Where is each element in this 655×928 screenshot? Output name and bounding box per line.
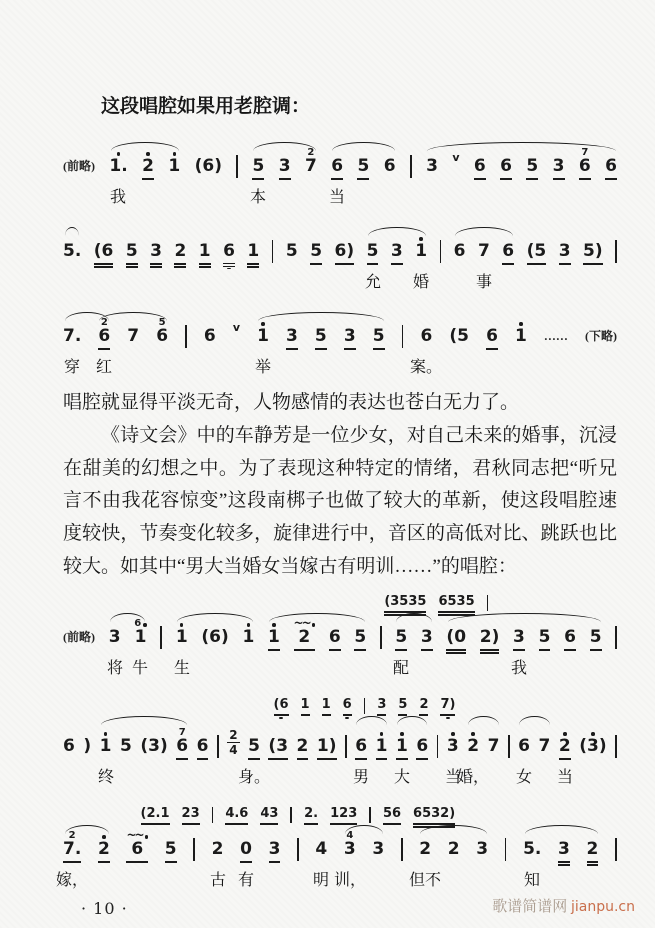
lyric-syllable: 举 bbox=[254, 359, 272, 377]
slur-arc bbox=[99, 312, 167, 321]
note: 1 bbox=[268, 615, 280, 656]
note: 1. bbox=[109, 144, 127, 185]
note: 6 bbox=[564, 615, 576, 656]
barline bbox=[272, 227, 274, 270]
note: (3) bbox=[140, 736, 168, 757]
barline bbox=[364, 690, 366, 720]
note: 1 bbox=[242, 615, 254, 656]
slur-arc bbox=[468, 716, 499, 725]
lyrics-row bbox=[55, 871, 617, 890]
music-system bbox=[63, 585, 617, 678]
note: 1 bbox=[376, 724, 388, 765]
octave-dot-above bbox=[563, 732, 567, 736]
lyric-syllable: 牛 bbox=[131, 660, 149, 678]
note: 6 bbox=[474, 144, 486, 185]
note: 2 bbox=[297, 724, 309, 765]
slur-arc bbox=[111, 142, 179, 151]
lyric-syllable: 婚， bbox=[456, 769, 490, 787]
note: 6532) bbox=[413, 799, 455, 829]
note: 5 bbox=[285, 241, 298, 262]
note: 7 6 bbox=[579, 144, 591, 185]
lyric-syllable: 我 bbox=[109, 189, 127, 207]
barline bbox=[290, 799, 292, 829]
grace-note: 2 bbox=[307, 147, 315, 159]
grace-note: 5 bbox=[158, 317, 166, 329]
note: (0 bbox=[446, 615, 466, 656]
lyric-syllable: 但不 bbox=[408, 872, 442, 890]
notation-row bbox=[63, 312, 617, 355]
octave-dot-below bbox=[446, 717, 450, 720]
note: 3 bbox=[476, 839, 489, 860]
grace-note: 2 bbox=[68, 830, 76, 842]
note: ~~ 6 bbox=[126, 827, 148, 868]
small-notes-overlay bbox=[274, 690, 456, 720]
octave-dot-above bbox=[471, 732, 475, 736]
note: 1 bbox=[257, 314, 269, 355]
watermark-site-name: 歌谱简谱网 bbox=[492, 899, 568, 915]
lyric-syllable: 男 bbox=[352, 769, 370, 787]
octave-dot-above bbox=[117, 152, 121, 156]
barline bbox=[508, 722, 510, 765]
music-system bbox=[63, 217, 617, 292]
octave-dot-above bbox=[146, 152, 150, 156]
note: 3 bbox=[447, 724, 459, 765]
note: 5 bbox=[357, 144, 369, 185]
note: 23 bbox=[182, 799, 200, 829]
note: 3 bbox=[421, 615, 433, 656]
note: 1 bbox=[247, 229, 259, 270]
note: 1 bbox=[322, 690, 331, 720]
note: 2 bbox=[467, 724, 479, 765]
barline bbox=[615, 227, 617, 270]
barline bbox=[369, 799, 371, 829]
breath-mark: v bbox=[452, 151, 460, 165]
lyric-syllable: 大 bbox=[393, 769, 411, 787]
note: 6 bbox=[329, 615, 341, 656]
note: 0 bbox=[240, 827, 252, 868]
barline bbox=[615, 722, 617, 765]
note: 3 bbox=[279, 144, 291, 185]
lyric-syllable: 训， bbox=[333, 872, 367, 890]
time-signature: 2 4 bbox=[229, 728, 238, 758]
lyric-syllable: 婚 bbox=[412, 274, 430, 292]
note: (3 bbox=[268, 724, 288, 765]
lyric-syllable: 嫁， bbox=[55, 872, 89, 890]
note: 5 bbox=[539, 615, 551, 656]
notation-label: (前略) bbox=[63, 159, 95, 174]
section-heading: 这段唱腔如果用老腔调： bbox=[101, 96, 311, 117]
music-system bbox=[55, 797, 617, 890]
paragraph-analysis: 《诗文会》中的车静芳是一位少女，对自己未来的婚事，沉浸在甜美的幻想之中。为了表现这种特定的情绪，君秋同志把“听兄言不由我花容惊变”这段南梆子也做了较大的革新，使这段唱腔速度较快，节奏变化较多，旋律进行中，音区的高低对比、跳跃也比较大。如其中“男大当婚女当嫁古有明训……”的唱腔： bbox=[63, 425, 617, 577]
lyric-syllable: 明 bbox=[312, 872, 330, 890]
lyric-syllable: 终 bbox=[97, 769, 115, 787]
note: 1 bbox=[199, 229, 211, 270]
note: 6 bbox=[500, 144, 512, 185]
note: (6) bbox=[194, 156, 222, 177]
grace-note: 4 bbox=[346, 830, 354, 842]
barline bbox=[193, 825, 195, 868]
octave-dot-above bbox=[272, 623, 276, 627]
note: 6 bbox=[486, 314, 498, 355]
note: ) bbox=[83, 736, 92, 757]
note: (3535 bbox=[384, 587, 426, 617]
note: 5 bbox=[120, 736, 132, 757]
note: 2 bbox=[142, 144, 154, 185]
note: 123 bbox=[330, 799, 357, 829]
slur-arc bbox=[455, 227, 513, 236]
notation-label: (前略) bbox=[63, 630, 95, 645]
note: 5. bbox=[523, 839, 542, 860]
small-notes-overlay bbox=[384, 587, 488, 617]
notation-row bbox=[63, 716, 617, 765]
note: 43 bbox=[260, 799, 278, 829]
slur-arc bbox=[269, 613, 365, 622]
lyrics-row bbox=[63, 358, 617, 377]
barline bbox=[236, 142, 238, 185]
lyric-syllable: 有 bbox=[237, 872, 255, 890]
lyrics-row bbox=[63, 659, 617, 678]
slur-arc bbox=[101, 716, 187, 725]
music-system bbox=[63, 688, 617, 787]
slur-arc bbox=[65, 227, 79, 236]
grace-note: 7 bbox=[581, 147, 589, 159]
lyric-syllable: 当 bbox=[328, 189, 346, 207]
slur-arc bbox=[177, 613, 253, 622]
note: 7 bbox=[127, 326, 140, 347]
octave-dot-above bbox=[143, 623, 147, 627]
grace-note: 6 bbox=[134, 618, 142, 630]
octave-dot-below bbox=[345, 717, 349, 720]
octave-dot-above bbox=[400, 732, 404, 736]
note: 1 bbox=[396, 724, 408, 765]
note: 4.6 bbox=[225, 799, 248, 829]
note: 3 bbox=[377, 690, 386, 720]
note: 4 bbox=[315, 839, 328, 860]
note: 7) bbox=[440, 690, 455, 720]
barline bbox=[185, 312, 187, 355]
trill-mark: ~~ bbox=[126, 828, 143, 843]
note: ~~ 2 bbox=[294, 615, 316, 656]
lyric-syllable: 案。 bbox=[409, 359, 443, 377]
music-system bbox=[63, 132, 617, 207]
note: 6 bbox=[383, 156, 396, 177]
octave-dot-above bbox=[145, 835, 149, 839]
barline bbox=[437, 722, 439, 765]
note: 4 3 bbox=[343, 830, 356, 860]
note: (6) bbox=[201, 627, 229, 648]
lyric-syllable: 古 bbox=[209, 872, 227, 890]
lyrics-row bbox=[63, 768, 617, 787]
note: 6 bbox=[453, 241, 466, 262]
watermark-site-url[interactable]: jianpu.cn bbox=[570, 899, 635, 915]
note: 5 bbox=[590, 615, 602, 656]
note: 3 bbox=[269, 827, 281, 868]
barline bbox=[615, 613, 617, 656]
notation-row bbox=[63, 825, 617, 868]
page-number: · 10 · bbox=[81, 899, 128, 919]
note: 2 bbox=[419, 839, 432, 860]
octave-dot-above bbox=[180, 623, 184, 627]
note: 2 bbox=[174, 229, 186, 270]
note: 1 bbox=[100, 724, 112, 765]
octave-dot-below bbox=[227, 268, 231, 270]
breath-mark: v bbox=[232, 321, 240, 335]
note: 7 6 bbox=[176, 724, 188, 765]
barline bbox=[615, 825, 617, 868]
note: 5 bbox=[165, 827, 177, 868]
note: 5 6 bbox=[156, 317, 169, 347]
barline bbox=[345, 722, 347, 765]
octave-dot-above bbox=[102, 835, 106, 839]
slur-arc bbox=[253, 142, 316, 151]
octave-dot-above bbox=[312, 623, 316, 627]
note: 5) bbox=[583, 229, 603, 270]
note: 1 bbox=[301, 690, 310, 720]
octave-dot-above bbox=[419, 237, 423, 241]
note: 2 7 bbox=[304, 147, 317, 177]
notation-label: …… bbox=[543, 329, 568, 344]
slur-arc bbox=[65, 825, 109, 834]
note: 3 bbox=[558, 827, 570, 868]
note: 5 bbox=[315, 314, 327, 355]
note: 1 bbox=[176, 615, 188, 656]
note: 6 bbox=[197, 724, 209, 765]
octave-dot-above bbox=[519, 322, 523, 326]
note: 5 bbox=[373, 314, 385, 355]
note: 2 bbox=[419, 690, 428, 720]
barline bbox=[505, 825, 507, 868]
note: 1 bbox=[415, 229, 427, 270]
note: 2 bbox=[98, 827, 110, 868]
note: 2 bbox=[447, 839, 460, 860]
slur-arc bbox=[368, 227, 426, 236]
octave-dot-above bbox=[380, 732, 384, 736]
slur-arc bbox=[427, 142, 616, 151]
paragraph-commentary: 唱腔就显得平淡无奇，人物感情的表达也苍白无力了。 bbox=[63, 392, 520, 414]
note: 6 bbox=[420, 326, 433, 347]
lyrics-row bbox=[63, 188, 617, 207]
note: 1) bbox=[317, 724, 337, 765]
lyric-syllable: 事 bbox=[475, 274, 493, 292]
note: 2 bbox=[587, 827, 599, 868]
note: 6 bbox=[518, 736, 530, 757]
slur-arc bbox=[519, 716, 550, 725]
note: 2 6 bbox=[98, 314, 110, 355]
note: 2 bbox=[559, 724, 571, 765]
barline bbox=[297, 825, 299, 868]
lyric-syllable: 当 bbox=[556, 769, 574, 787]
slur-arc bbox=[332, 142, 395, 151]
slur-arc bbox=[110, 613, 145, 622]
note: (6 bbox=[274, 690, 289, 720]
note: 6 bbox=[223, 229, 235, 270]
lyric-syllable: 将 bbox=[106, 660, 124, 678]
slur-arc bbox=[525, 825, 598, 834]
note: 5 bbox=[367, 229, 379, 270]
note: 1 bbox=[168, 144, 180, 185]
lyric-syllable: 配 bbox=[392, 660, 410, 678]
barline bbox=[160, 613, 162, 656]
lyric-syllable: 女 bbox=[515, 769, 533, 787]
octave-dot-above bbox=[591, 732, 595, 736]
notation-row bbox=[63, 613, 617, 656]
note: 5 bbox=[310, 229, 322, 270]
note: 3 bbox=[372, 839, 385, 860]
slur-arc bbox=[258, 312, 384, 321]
notation-block-old-tune bbox=[63, 132, 617, 377]
note: 56 bbox=[383, 799, 401, 829]
barline bbox=[410, 142, 412, 185]
note: 7 bbox=[538, 736, 551, 757]
grace-note: 7 bbox=[178, 727, 186, 739]
lyric-syllable: 红 bbox=[95, 359, 113, 377]
notation-row bbox=[63, 142, 617, 185]
note: (2.1 bbox=[141, 799, 170, 829]
octave-dot-above bbox=[247, 623, 251, 627]
barline bbox=[440, 227, 442, 270]
note: 5 bbox=[248, 724, 260, 765]
note: (6 bbox=[94, 229, 114, 270]
note: 5 bbox=[126, 229, 138, 270]
note: 5 bbox=[398, 690, 407, 720]
note: (5 bbox=[449, 326, 469, 347]
note: 6 bbox=[605, 144, 617, 185]
note: 5 bbox=[395, 615, 407, 656]
lyric-syllable: 本 bbox=[249, 189, 267, 207]
barline bbox=[487, 587, 489, 617]
note: 3 bbox=[286, 314, 298, 355]
note: 6535 bbox=[438, 587, 474, 617]
notation-row bbox=[63, 227, 617, 270]
note: 5 bbox=[526, 144, 538, 185]
note: 6 1 bbox=[134, 618, 147, 648]
note: 6 bbox=[343, 690, 352, 720]
octave-dot-below bbox=[279, 717, 283, 720]
note: 7 bbox=[487, 736, 500, 757]
note: 6 bbox=[203, 326, 216, 347]
note: 6 bbox=[355, 724, 367, 765]
note: 2 7. bbox=[63, 827, 81, 868]
barline bbox=[212, 799, 214, 829]
lyric-syllable: 当 bbox=[444, 769, 462, 787]
note: 3 bbox=[150, 229, 162, 270]
note: 3 bbox=[559, 229, 571, 270]
lyric-syllable: 生 bbox=[173, 660, 191, 678]
watermark bbox=[492, 898, 635, 916]
note: 2) bbox=[480, 615, 500, 656]
note: 3 bbox=[108, 627, 121, 648]
note: (5 bbox=[527, 229, 547, 270]
grace-note: 2 bbox=[100, 317, 108, 329]
note: 3 bbox=[426, 156, 438, 177]
lyric-syllable: 身。 bbox=[237, 769, 271, 787]
music-system bbox=[63, 302, 617, 377]
note: 6 bbox=[502, 229, 514, 270]
lyric-syllable: 知 bbox=[523, 872, 541, 890]
octave-dot-above bbox=[261, 322, 265, 326]
note: 6 bbox=[331, 144, 343, 185]
notation-block-new-tune bbox=[55, 585, 617, 890]
note: 5 bbox=[252, 144, 264, 185]
barline bbox=[401, 825, 403, 868]
trill-mark: ~~ bbox=[293, 616, 310, 631]
lyric-syllable: 我 bbox=[510, 660, 528, 678]
barline bbox=[380, 613, 382, 656]
octave-dot-above bbox=[173, 152, 177, 156]
note: 7 bbox=[477, 241, 490, 262]
note: 5 bbox=[354, 615, 366, 656]
small-notes-overlay bbox=[141, 799, 456, 829]
note: 5. bbox=[63, 241, 82, 262]
lyrics-row bbox=[63, 273, 617, 292]
note: 7. bbox=[63, 326, 82, 347]
note: 6 bbox=[416, 724, 428, 765]
note: 6) bbox=[335, 229, 355, 270]
barline bbox=[402, 312, 404, 355]
note: 2 bbox=[211, 839, 224, 860]
lyric-syllable: 允 bbox=[364, 274, 382, 292]
note: 3 bbox=[553, 144, 565, 185]
note: 2. bbox=[304, 799, 318, 829]
note: 3 bbox=[344, 314, 356, 355]
note: 3 bbox=[513, 615, 525, 656]
lyric-syllable: 穿 bbox=[63, 359, 81, 377]
note: 6 bbox=[63, 736, 75, 757]
barline bbox=[217, 722, 219, 765]
notation-label: (下略) bbox=[584, 329, 617, 344]
note: 3 bbox=[391, 229, 403, 270]
octave-dot-above bbox=[451, 732, 455, 736]
note: (3) bbox=[579, 724, 606, 765]
note: 1 bbox=[515, 314, 527, 355]
octave-dot-above bbox=[104, 732, 108, 736]
